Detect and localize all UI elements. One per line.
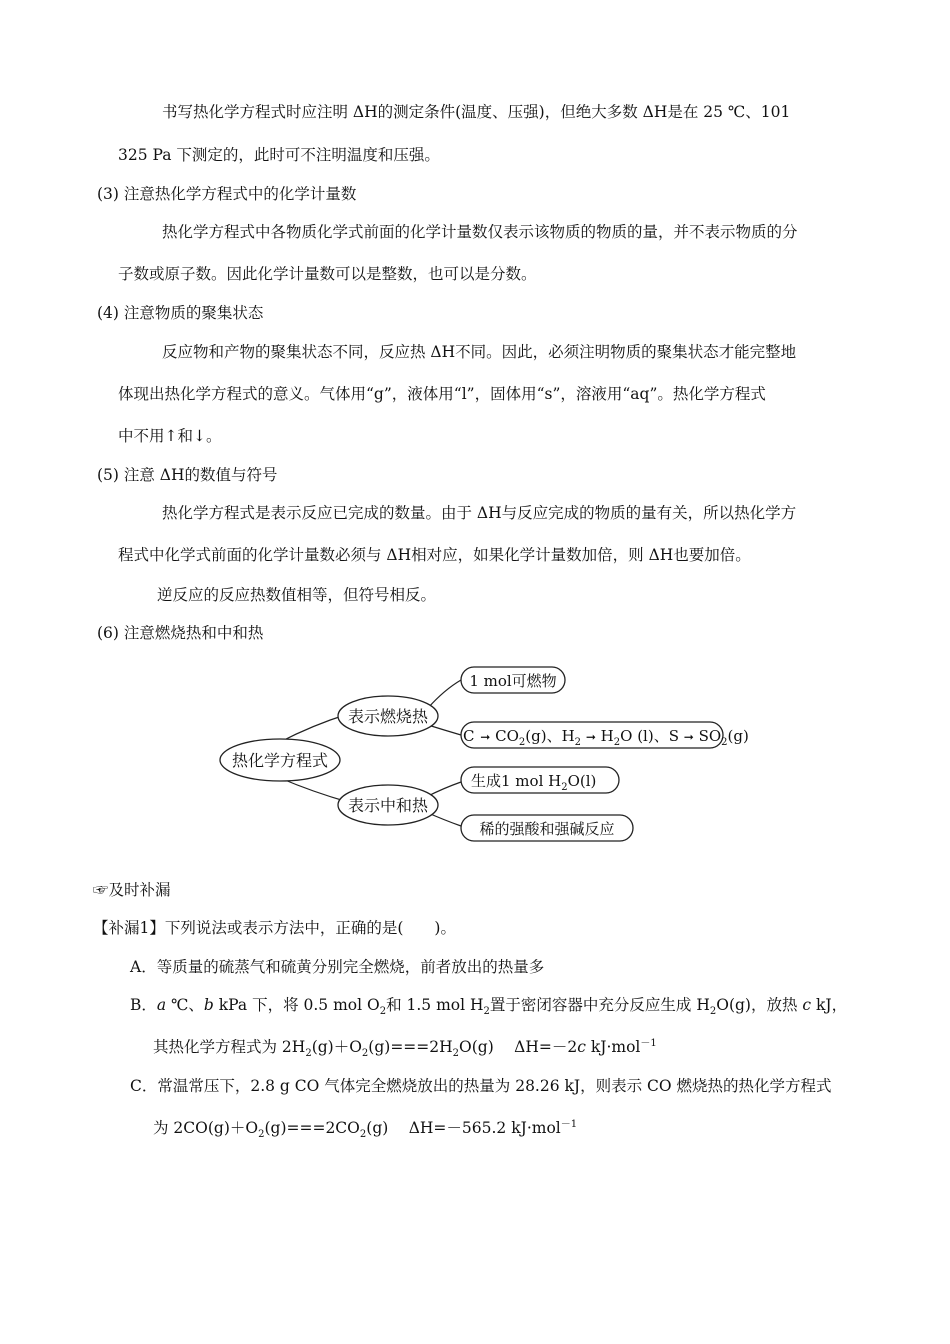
paragraph-line: 书写热化学方程式时应注明 ΔH的测定条件(温度、压强)，但绝大多数 ΔH是在 25 ℃、101 <box>162 103 791 121</box>
connector-line <box>428 680 461 708</box>
question-text: 下列说法或表示方法中，正确的是( )。 <box>164 919 456 937</box>
leaf-label-water: 生成1 mol $H_2O(l)$ <box>471 772 597 793</box>
paragraph-line: 程式中化学式前面的化学计量数必须与 ΔH相对应，如果化学计量数加倍，则 ΔH也要加倍。 <box>118 546 751 564</box>
connector-line <box>428 725 461 735</box>
paragraph-line: 逆反应的反应热数值相等，但符号相反。 <box>157 586 437 604</box>
option-b-line1: B．a ℃、b kPa 下，将 0.5 mol $O_2$和 1.5 mol $H_2$置于密闭容器中充分反应生成 $H_2O(g)$，放热 c kJ， <box>130 996 848 1018</box>
section-heading-5: (5) 注意 ΔH的数值与符号 <box>97 466 278 484</box>
paragraph-line: 体现出热化学方程式的意义。气体用“g”，液体用“l”，固体用“s”，溶液用“aq”。热化学方程式 <box>118 385 766 403</box>
option-b-line2: 其热化学方程式为 $2H_2(g)+O_2(g)===2H_2O(g)$ ΔH=－2c kJ·mol$^{-1}$ <box>153 1037 657 1060</box>
option-a: A．等质量的硫蒸气和硫黄分别完全燃烧，前者放出的热量多 <box>130 958 545 976</box>
concept-diagram <box>218 660 749 850</box>
paragraph-line: 热化学方程式中各物质化学式前面的化学计量数仅表示该物质的物质的量，并不表示物质的分 <box>162 223 798 241</box>
section-heading-4: (4) 注意物质的聚集状态 <box>97 304 264 322</box>
root-label: 热化学方程式 <box>231 751 329 770</box>
connector-line <box>280 778 348 802</box>
paragraph-line: 子数或原子数。因此化学计量数可以是整数，也可以是分数。 <box>118 265 537 283</box>
paragraph-line: 反应物和产物的聚集状态不同，反应热 ΔH不同。因此，必须注明物质的聚集状态才能完整地 <box>162 343 797 361</box>
leaf-label-reactions: C ➞ $CO_2(g)$、$H_2$ ➞ $H_2O$ (l)、S ➞ $SO_2(g)$ <box>463 727 749 748</box>
leaf-label-1mol: 1 mol可燃物 <box>469 672 557 690</box>
leaf-label-acid-base: 稀的强酸和强碱反应 <box>479 820 615 838</box>
question-line <box>93 918 456 938</box>
paragraph-line: 325 Pa 下测定的，此时可不注明温度和压强。 <box>118 146 440 164</box>
paragraph-line: 热化学方程式是表示反应已完成的数量。由于 ΔH与反应完成的物质的量有关，所以热化学方 <box>162 504 797 522</box>
supplement-label: ☞及时补漏 <box>93 881 171 899</box>
branch-label-combustion: 表示燃烧热 <box>347 707 429 726</box>
section-heading-6: (6) 注意燃烧热和中和热 <box>97 624 264 642</box>
option-c-line2: 为 $2CO(g)+O_2(g)===2CO_2(g)$ ΔH=－565.2 kJ·mol$^{-1}$ <box>153 1118 578 1141</box>
paragraph-line: 中不用↑和↓。 <box>118 427 222 445</box>
question-tag: 【补漏1】 <box>93 919 165 937</box>
section-heading-3: (3) 注意热化学方程式中的化学计量数 <box>97 185 357 203</box>
branch-label-neutralization: 表示中和热 <box>347 796 429 815</box>
option-c-line1: C．常温常压下，2.8 g CO 气体完全燃烧放出的热量为 28.26 kJ，则表示 CO 燃烧热的热化学方程式 <box>130 1077 832 1095</box>
